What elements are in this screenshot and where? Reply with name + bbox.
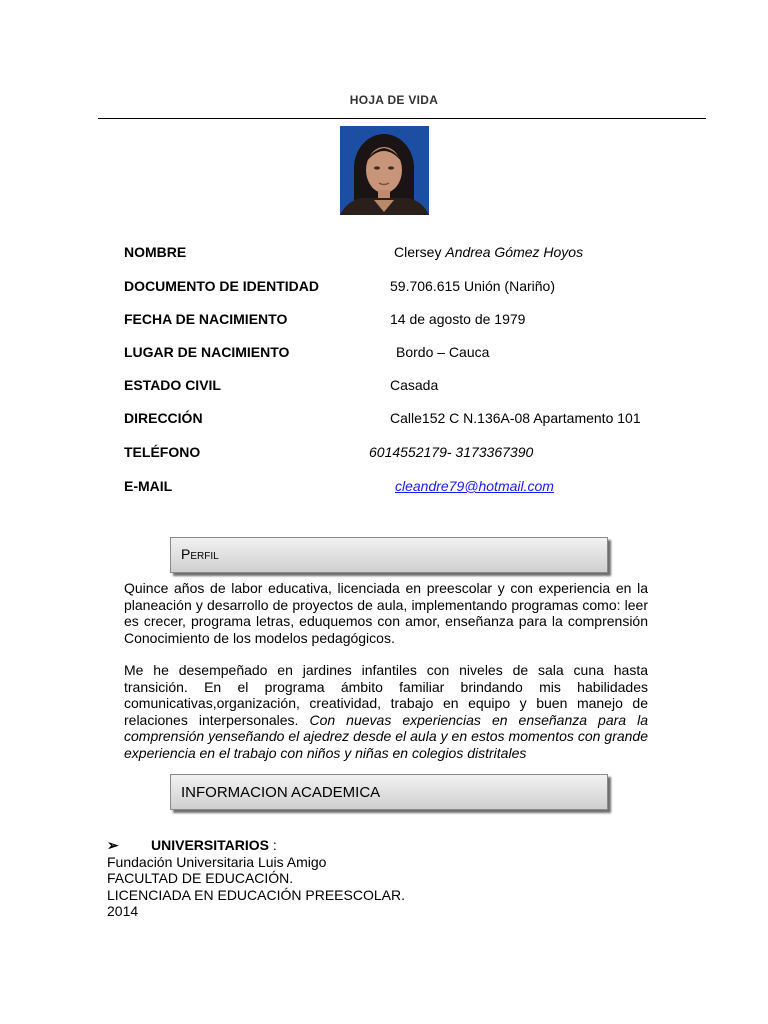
academic-heading-box — [170, 774, 608, 810]
perfil-paragraph-2-italic: Con nuevas experiencias en enseñanza para la comprensión yenseñando el ajedrez desde el aula y en estos momentos con grande experiencia en el trabajo con niños y niñas en colegios distritales — [124, 711, 648, 761]
birthplace-value: Bordo – Cauca — [396, 344, 490, 360]
title-divider — [98, 118, 706, 119]
university-category: UNIVERSITARIOS — [151, 837, 269, 853]
birthdate-label: FECHA DE NACIMIENTO — [124, 311, 288, 327]
phone-label: TELÉFONO — [124, 444, 201, 460]
perfil-paragraph-1: Quince años de labor educativa, licenciada en preescolar y con experiencia en la planeación y desarrollo de proyectos de aula, implementando programas como: leer es crecer, programa letras, eduquemos con amor, enseñanza para la comprensión Conocimiento de los modelos pedagógicos. — [124, 580, 648, 646]
perfil-heading: Perfil — [181, 546, 219, 562]
perfil-paragraph-2-plain: Me he desempeñado en jardines infantiles con niveles de sala cuna hasta transición. En el programa ámbito familiar brindando mis habilidades comunicativas,organización, creatividad, trabajo en equipo y buen manejo de relaciones interpersonales. — [124, 662, 648, 728]
name-last: Andrea Gómez Hoyos — [445, 244, 584, 260]
civil-status-value: Casada — [390, 377, 439, 393]
id-label: DOCUMENTO DE IDENTIDAD — [124, 278, 319, 294]
birthplace-label: LUGAR DE NACIMIENTO — [124, 344, 290, 360]
perfil-paragraph-2 — [124, 662, 648, 761]
document-title: HOJA DE VIDA — [349, 93, 439, 107]
phone-value: 6014552179- 3173367390 — [369, 444, 534, 460]
education-line-4: 2014 — [107, 903, 139, 919]
education-line-1: Fundación Universitaria Luis Amigo — [107, 854, 327, 870]
name-first: Clersey — [394, 244, 446, 260]
email-link[interactable]: cleandre79@hotmail.com — [395, 478, 554, 494]
name-label: NOMBRE — [124, 244, 187, 260]
education-line-3: LICENCIADA EN EDUCACIÓN PREESCOLAR. — [107, 887, 405, 903]
perfil-heading-box — [170, 537, 608, 573]
email-label: E-MAIL — [124, 478, 173, 494]
name-value — [394, 244, 583, 260]
id-value: 59.706.615 Unión (Nariño) — [390, 278, 555, 294]
arrow-bullet-icon: ➢ — [107, 837, 119, 853]
academic-heading: INFORMACION ACADEMICA — [181, 784, 381, 801]
university-bullet-row — [107, 837, 277, 854]
education-line-2: FACULTAD DE EDUCACIÓN. — [107, 870, 294, 886]
address-value: Calle152 C N.136A-08 Apartamento 101 — [390, 410, 641, 426]
civil-status-label: ESTADO CIVIL — [124, 377, 221, 393]
university-category-suffix: : — [268, 837, 277, 853]
birthdate-value: 14 de agosto de 1979 — [390, 311, 526, 327]
profile-photo — [340, 126, 429, 215]
address-label: DIRECCIÓN — [124, 410, 203, 426]
